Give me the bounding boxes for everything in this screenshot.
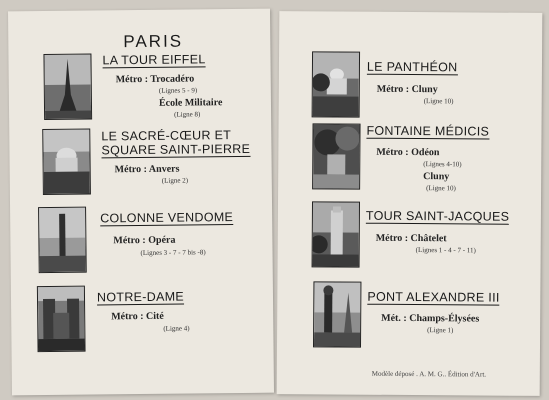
metro-anvers: Métro : Anvers bbox=[114, 163, 180, 176]
fontaine-medicis-photo bbox=[312, 123, 360, 189]
metro-odeon: Métro : Odéon bbox=[376, 146, 440, 159]
eiffel-tower-photo bbox=[43, 54, 92, 120]
sacre-coeur-photo bbox=[42, 129, 91, 195]
heading-notre-dame: NOTRE-DAME bbox=[96, 289, 185, 305]
page-title: PARIS bbox=[123, 31, 184, 52]
colonne-vendome-photo bbox=[38, 207, 87, 273]
metro-cluny: Métro : Cluny bbox=[376, 83, 438, 96]
lignes-odeon: (Lignes 4-10) bbox=[423, 160, 462, 169]
metro-trocadero: Métro : Trocadéro bbox=[115, 73, 195, 86]
lignes-trocadero: (Lignes 5 - 9) bbox=[158, 86, 198, 95]
metro-cite: Métro : Cité bbox=[111, 310, 164, 323]
metro-champs-elysees: Mét. : Champs-Élysées bbox=[381, 312, 480, 325]
lignes-ecole-militaire: (Ligne 8) bbox=[174, 110, 201, 119]
lignes-cluny: (Ligne 10) bbox=[423, 97, 454, 106]
tour-saint-jacques-photo bbox=[312, 201, 360, 267]
lignes-cluny-2: (Ligne 10) bbox=[426, 184, 456, 193]
lignes-anvers: (Ligne 2) bbox=[161, 176, 189, 185]
lignes-chatelet: (Lignes 1 - 4 - 7 - 11) bbox=[415, 246, 476, 255]
notre-dame-photo bbox=[37, 286, 86, 352]
heading-sacre-coeur-line2: SQUARE SAINT-PIERRE bbox=[101, 141, 251, 158]
lignes-champs-elysees: (Ligne 1) bbox=[427, 326, 454, 335]
pont-alexandre-photo bbox=[313, 281, 361, 347]
heading-colonne-vendome: COLONNE VENDOME bbox=[100, 210, 234, 226]
heading-tour-eiffel: LA TOUR EIFFEL bbox=[102, 52, 206, 68]
right-page bbox=[277, 11, 543, 396]
lignes-opera: (Lignes 3 - 7 - 7 bis -8) bbox=[140, 248, 206, 258]
left-page bbox=[8, 9, 274, 396]
heading-tour-saint-jacques: TOUR SAINT-JACQUES bbox=[365, 208, 510, 224]
heading-fontaine-medicis: FONTAINE MÉDICIS bbox=[366, 123, 490, 139]
metro-ecole-militaire: École Militaire bbox=[158, 97, 223, 109]
pantheon-photo bbox=[312, 51, 360, 117]
lignes-cite: (Ligne 4) bbox=[163, 324, 190, 333]
footer-credit: Modèle déposé . A. M. G.. Édition d'Art. bbox=[371, 369, 487, 379]
heading-sacre-coeur-line1: LE SACRÉ-CŒUR ET bbox=[101, 128, 232, 144]
metro-cluny-2: Cluny bbox=[423, 171, 450, 183]
metro-opera: Métro : Opéra bbox=[113, 234, 176, 247]
heading-pont-alexandre: PONT ALEXANDRE III bbox=[367, 289, 500, 305]
metro-chatelet: Métro : Châtelet bbox=[375, 232, 447, 245]
heading-pantheon: LE PANTHÉON bbox=[366, 59, 458, 75]
